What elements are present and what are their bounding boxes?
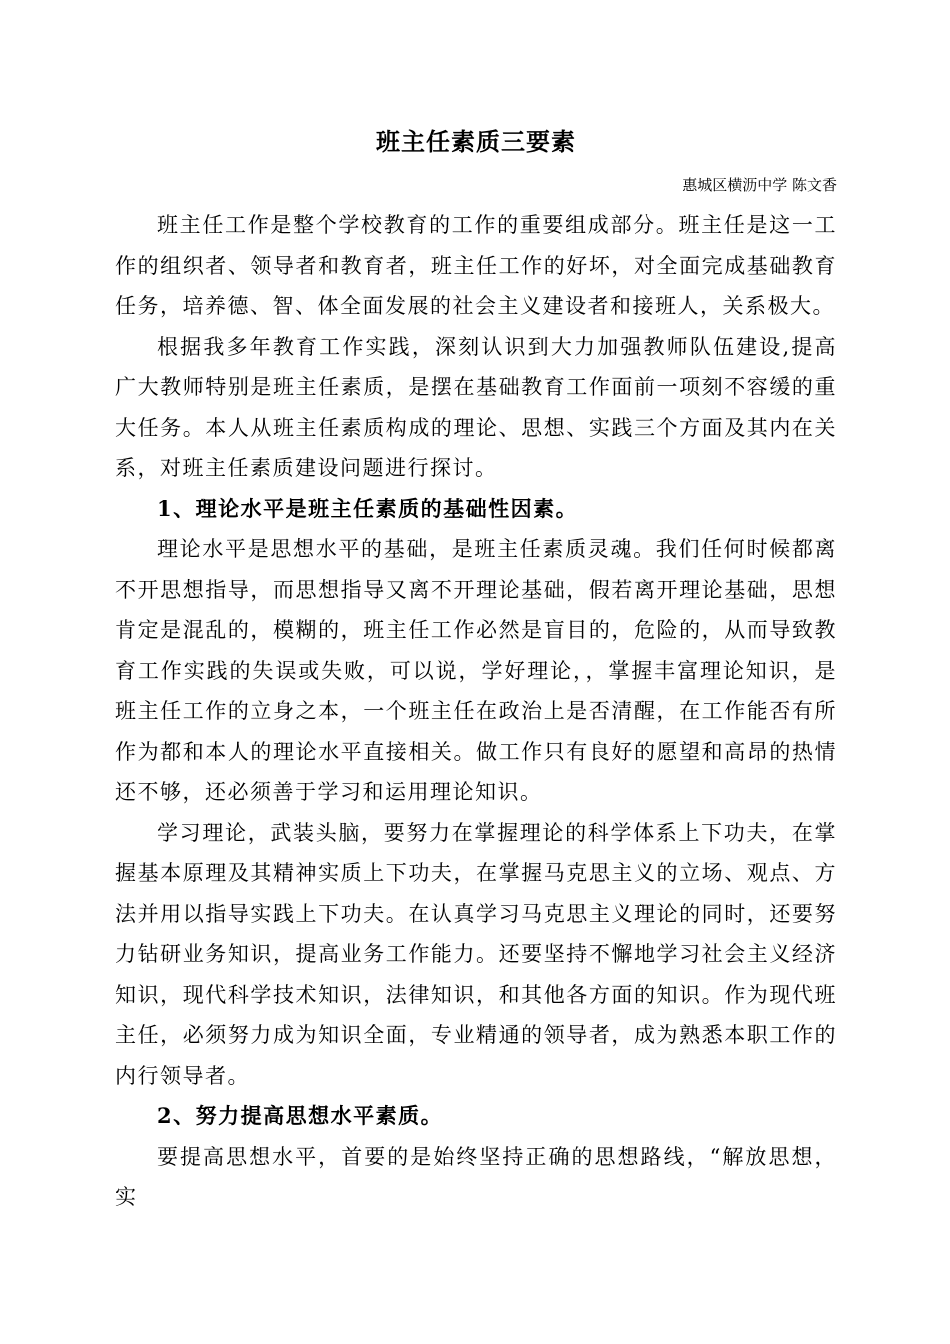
document-body	[115, 205, 837, 1218]
paragraph-purpose: 根据我多年教育工作实践，深刻认识到大力加强教师队伍建设,提高广大教师特别是班主任素质，是摆在基础教育工作面前一项刻不容缓的重大任务。本人从班主任素质构成的理论、思想、实践三个方面及其内在关系，对班主任素质建设问题进行探讨。	[115, 334, 837, 480]
author-line: 惠城区横沥中学 陈文香	[682, 176, 837, 194]
document-page	[115, 0, 837, 1344]
paragraph-intro: 班主任工作是整个学校教育的工作的重要组成部分。班主任是这一工作的组织者、领导者和教育者，班主任工作的好坏，对全面完成基础教育任务，培养德、智、体全面发展的社会主义建设者和接班人，关系极大。	[115, 213, 837, 318]
section-heading-2: 2、努力提高思想水平素质。	[157, 1103, 444, 1128]
paragraph-study: 学习理论，武装头脑，要努力在掌握理论的科学体系上下功夫，在掌握基本原理及其精神实质上下功夫，在掌握马克思主义的立场、观点、方法并用以指导实践上下功夫。在认真学习马克思主义理论的同时，还要努力钻研业务知识，提高业务工作能力。还要坚持不懈地学习社会主义经济知识，现代科学技术知识，法律知识，和其他各方面的知识。作为现代班主任，必须努力成为知识全面，专业精通的领导者，成为熟悉本职工作的内行领导者。	[115, 820, 837, 1088]
paragraph-theory: 理论水平是思想水平的基础，是班主任素质灵魂。我们任何时候都离不开思想指导，而思想指导又离不开理论基础，假若离开理论基础，思想肯定是混乱的，模糊的，班主任工作必然是盲目的，危险的，从而导致教育工作实践的失误或失败，可以说，学好理论，，掌握丰富理论知识，是班主任工作的立身之本，一个班主任在政治上是否清醒，在工作能否有所作为都和本人的理论水平直接相关。做工作只有良好的愿望和高昂的热情还不够，还必须善于学习和运用理论知识。	[115, 537, 837, 804]
paragraph-thought: 要提高思想水平，首要的是始终坚持正确的思想路线，“解放思想，实	[115, 1144, 837, 1209]
page-title: 班主任素质三要素	[376, 128, 576, 156]
section-heading-1: 1、理论水平是班主任素质的基础性因素。	[157, 495, 579, 521]
